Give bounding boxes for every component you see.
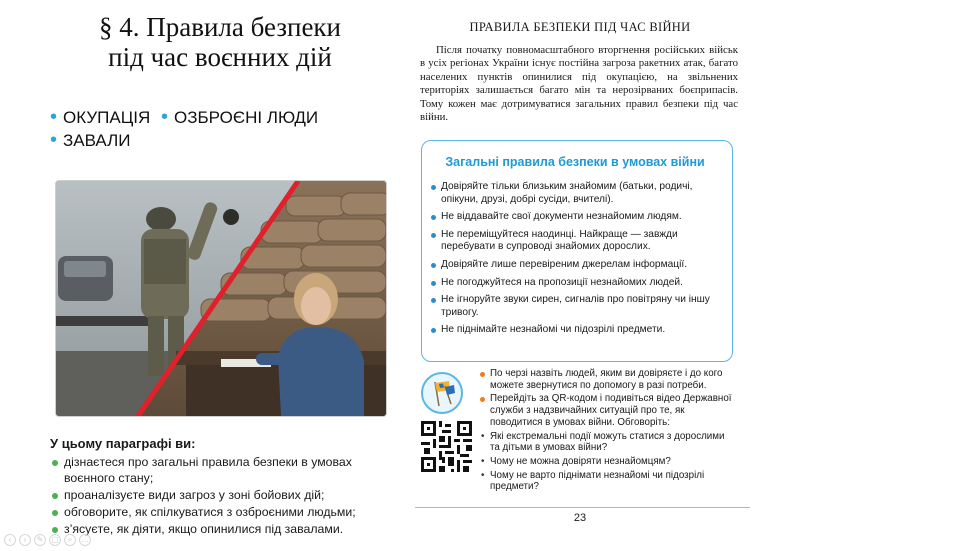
task-item: По черзі назвіть людей, яким ви довіряєте і до кого можете звернутися по допомогу в разі потреби. bbox=[480, 368, 736, 391]
title-line-2: під час воєнних дій bbox=[108, 42, 332, 72]
rules-box bbox=[421, 140, 733, 362]
qr-code[interactable] bbox=[421, 421, 472, 472]
title-line-1: § 4. Правила безпеки bbox=[99, 12, 341, 42]
topic-bullet: • bbox=[50, 106, 58, 128]
task-item: Перейдіть за QR-кодом і подивіться відео Державної служби з надзвичайних ситуацій про те, як поводитися в умовах війни. Обговоріть: bbox=[480, 393, 736, 428]
rules-title: Загальні правила безпеки в умовах війни bbox=[445, 155, 705, 169]
page-title bbox=[40, 12, 400, 72]
topic-bullet: • bbox=[161, 106, 169, 128]
section-heading: ПРАВИЛА БЕЗПЕКИ ПІД ЧАС ВІЙНИ bbox=[469, 20, 691, 34]
slides-icon[interactable]: ▢ bbox=[49, 534, 61, 546]
next-icon[interactable]: › bbox=[19, 534, 31, 546]
subtask-item: • Які екстремальні події можуть статися з дорослими та дітьми в умовах війни? bbox=[480, 431, 736, 454]
rule-item: Довіряйте тільки близьким знайомим (батьки, родичі, опікуни, друзі, добрі сусіди, вчителі). bbox=[430, 181, 720, 206]
flag-icon bbox=[421, 372, 463, 414]
goal-item: обговорите, як спілкуватися з озброєними людьми; bbox=[50, 504, 390, 520]
prev-icon[interactable]: ‹ bbox=[4, 534, 16, 546]
section-photo bbox=[55, 180, 387, 417]
zoom-icon[interactable]: ⌕ bbox=[64, 534, 76, 546]
rule-item: Не віддавайте свої документи незнайомим людям. bbox=[430, 211, 720, 224]
goals-heading: У цьому параграфі ви: bbox=[50, 436, 196, 451]
topic-bullet: • bbox=[50, 129, 58, 151]
footer-divider bbox=[415, 507, 750, 508]
rule-item: Не піднімайте незнайомі чи підозрілі предмети. bbox=[430, 324, 720, 337]
subtask-item: • Чому не можна довіряти незнайомцям? bbox=[480, 456, 736, 468]
topic-item: ЗАВАЛИ bbox=[63, 131, 131, 150]
topic-list bbox=[50, 106, 318, 152]
pen-icon[interactable]: ✎ bbox=[34, 534, 46, 546]
subtask-item: • Чому не варто піднімати незнайомі чи підозрілі предмети? bbox=[480, 470, 736, 493]
rules-list bbox=[430, 181, 720, 337]
rule-item: Не ігноруйте звуки сирен, сигналів про повітряну чи іншу тривогу. bbox=[430, 294, 720, 319]
tasks-block bbox=[480, 368, 736, 495]
paragraph-goals bbox=[50, 436, 390, 538]
rule-item: Не переміщуйтеся наодинці. Найкраще — завжди перебувати в супроводі знайомих дорослих. bbox=[430, 229, 720, 254]
photo-illustration bbox=[56, 181, 386, 416]
goal-item: з’ясуєте, як діяти, якщо опинилися під завалами. bbox=[50, 521, 390, 537]
goals-list bbox=[50, 454, 390, 537]
topic-item: ОКУПАЦІЯ bbox=[63, 108, 151, 127]
more-icon[interactable]: … bbox=[81, 535, 89, 544]
tasks-list bbox=[480, 368, 736, 493]
page-number: 23 bbox=[573, 512, 587, 524]
viewer-toolbar bbox=[4, 534, 91, 548]
topic-item: ОЗБРОЄНІ ЛЮДИ bbox=[174, 108, 319, 127]
rule-item: Довіряйте лише перевіреним джерелам інформації. bbox=[430, 259, 720, 272]
rule-item: Не погоджуйтеся на пропозиції незнайомих людей. bbox=[430, 277, 720, 290]
goal-item: проаналізуєте види загроз у зоні бойових дій; bbox=[50, 487, 390, 503]
goal-item: дізнаєтеся про загальні правила безпеки в умовах воєнного стану; bbox=[50, 454, 390, 486]
intro-paragraph: Після початку повномасштабного вторгнення російських військ в усіх регіонах України існує постійна загроза ракетних атак, багато населених пунктів опинилися під окупацією, на звільнених територіях залишається багато мін та нерозірваних боєприпасів. Тому кожен має дотримуватися загальних правил безпеки під час війни. bbox=[420, 44, 738, 124]
